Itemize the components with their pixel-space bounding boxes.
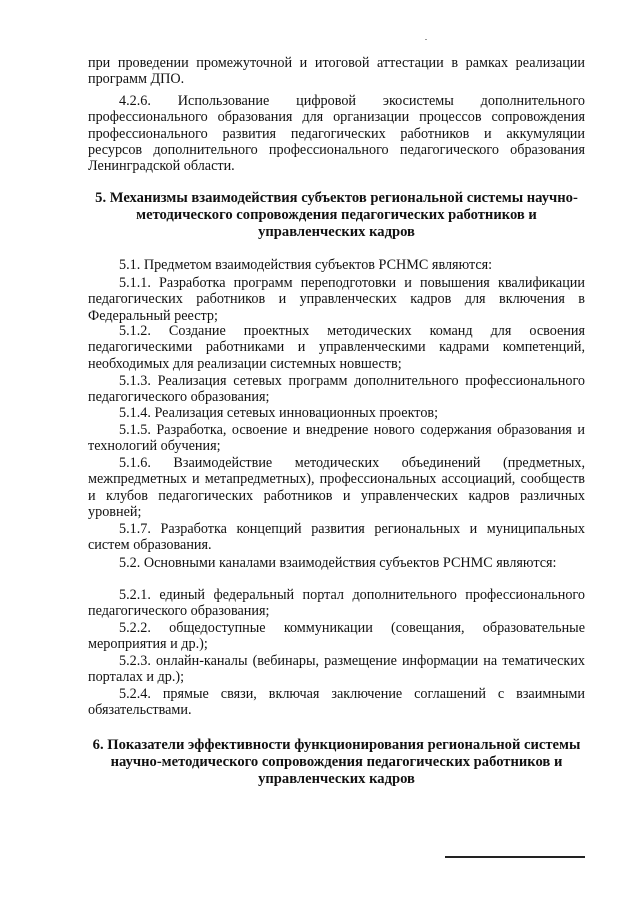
paragraph-5-1-3: 5.1.3. Реализация сетевых программ дополнительного профессионального педагогического образования; (88, 373, 585, 406)
paragraph-5-2-3: 5.2.3. онлайн-каналы (вебинары, размещение информации на тематических порталах и др.); (88, 653, 585, 686)
paragraph-5-1-1: 5.1.1. Разработка программ переподготовки и повышения квалификации педагогических работников и управленческих кадров для включения в Федеральный реестр; (88, 275, 585, 324)
scan-speck (425, 39, 427, 40)
paragraph-text: 4.2.6. Использование цифровой экосистемы дополнительного профессионального образования для организации процессов сопровождения профессионального развития педагогических работников и аккумуляции ресурсов дополнительного профессионального педагогического образования Ленинградской области. (88, 93, 585, 175)
footer-rule (445, 856, 585, 858)
section-6-heading: 6. Показатели эффективности функционирования региональной системы научно-методического сопровождения педагогических работников и управленческих кадров (92, 737, 581, 788)
paragraph-5-1-6: 5.1.6. Взаимодействие методических объединений (предметных, межпредметных и метапредметных), профессиональных ассоциаций, сообществ и клубов педагогических работников и управленческих кадров различных уровней; (88, 455, 585, 520)
section-5-heading: 5. Механизмы взаимодействия субъектов региональной системы научно-методического сопровождения педагогических работников и управленческих кадров (95, 190, 578, 241)
paragraph-5-1: 5.1. Предметом взаимодействия субъектов РСНМС являются: (119, 257, 493, 273)
paragraph-5-1-7: 5.1.7. Разработка концепций развития региональных и муниципальных систем образования. (88, 521, 585, 554)
paragraph-5-1-5: 5.1.5. Разработка, освоение и внедрение нового содержания образования и технологий обучения; (88, 422, 585, 455)
paragraph-5-2-1: 5.2.1. единый федеральный портал дополнительного профессионального педагогического образования; (88, 587, 585, 620)
paragraph-5-2-4: 5.2.4. прямые связи, включая заключение соглашений с взаимными обязательствами. (88, 686, 585, 719)
paragraph-5-1-2: 5.1.2. Создание проектных методических команд для освоения педагогическими работниками и управленческими кадрами компетенций, необходимых для реализации системных новшеств; (88, 323, 585, 372)
paragraph-5-2-2: 5.2.2. общедоступные коммуникации (совещания, образовательные мероприятия и др.); (88, 620, 585, 653)
paragraph-5-1-4: 5.1.4. Реализация сетевых инновационных проектов; (119, 405, 439, 421)
paragraph-text: при проведении промежуточной и итоговой аттестации в рамках реализации программ ДПО. (88, 55, 585, 88)
paragraph-atestatsiya (88, 55, 585, 88)
paragraph-5-2: 5.2. Основными каналами взаимодействия субъектов РСНМС являются: (119, 555, 557, 571)
paragraph-4-2-6 (88, 93, 585, 174)
